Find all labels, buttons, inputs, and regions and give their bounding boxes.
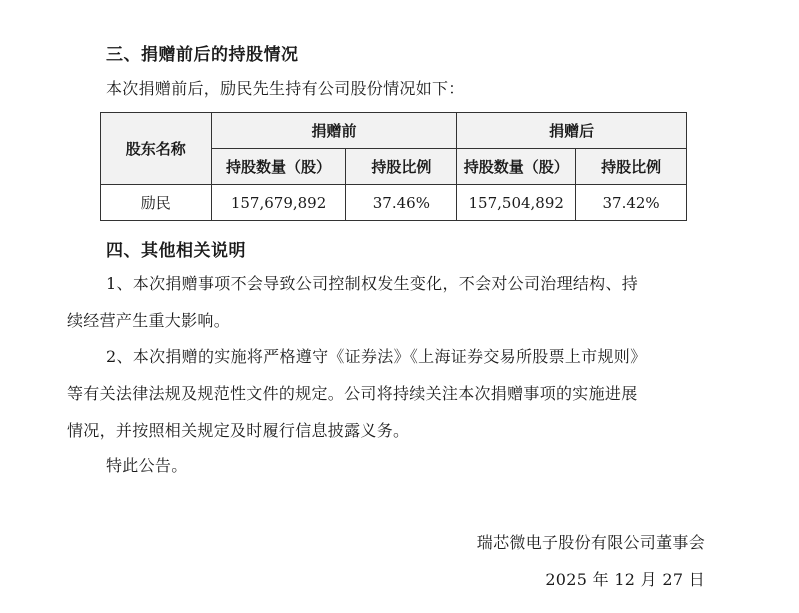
cell-before-shares: 157,679,892 (211, 185, 346, 221)
closing-text: 特此公告。 (106, 456, 188, 475)
holdings-table (100, 112, 687, 221)
cell-after-ratio: 37.42% (576, 185, 687, 221)
cell-before-ratio: 37.46% (346, 185, 457, 221)
cell-name: 励民 (101, 185, 212, 221)
before-shares-header: 持股数量（股） (211, 149, 346, 185)
section3-heading: 三、捐赠前后的持股情况 (106, 45, 299, 65)
section3-intro: 本次捐赠前后，励民先生持有公司股份情况如下： (106, 79, 465, 98)
signature-company: 瑞芯微电子股份有限公司董事会 (476, 533, 705, 552)
item1-line2: 续经营产生重大影响。 (67, 311, 231, 330)
item2-line2: 等有关法律法规及规范性文件的规定。公司将持续关注本次捐赠事项的实施进展 (67, 384, 638, 403)
item2-line3: 情况，并按照相关规定及时履行信息披露义务。 (67, 421, 410, 440)
group-after-header: 捐赠后 (457, 113, 687, 149)
before-ratio-header: 持股比例 (346, 149, 457, 185)
group-before-header: 捐赠前 (211, 113, 457, 149)
col-shareholder-header: 股东名称 (101, 113, 212, 185)
item2-line1: 2、本次捐赠的实施将严格遵守《证券法》《上海证券交易所股票上市规则》 (106, 347, 647, 366)
cell-after-shares: 157,504,892 (457, 185, 576, 221)
signature-date: 2025 年 12 月 27 日 (545, 570, 705, 589)
section4-heading: 四、其他相关说明 (106, 241, 246, 261)
table-row (101, 185, 687, 221)
after-shares-header: 持股数量（股） (457, 149, 576, 185)
item1-line1: 1、本次捐赠事项不会导致公司控制权发生变化，不会对公司治理结构、持 (106, 274, 639, 293)
after-ratio-header: 持股比例 (576, 149, 687, 185)
